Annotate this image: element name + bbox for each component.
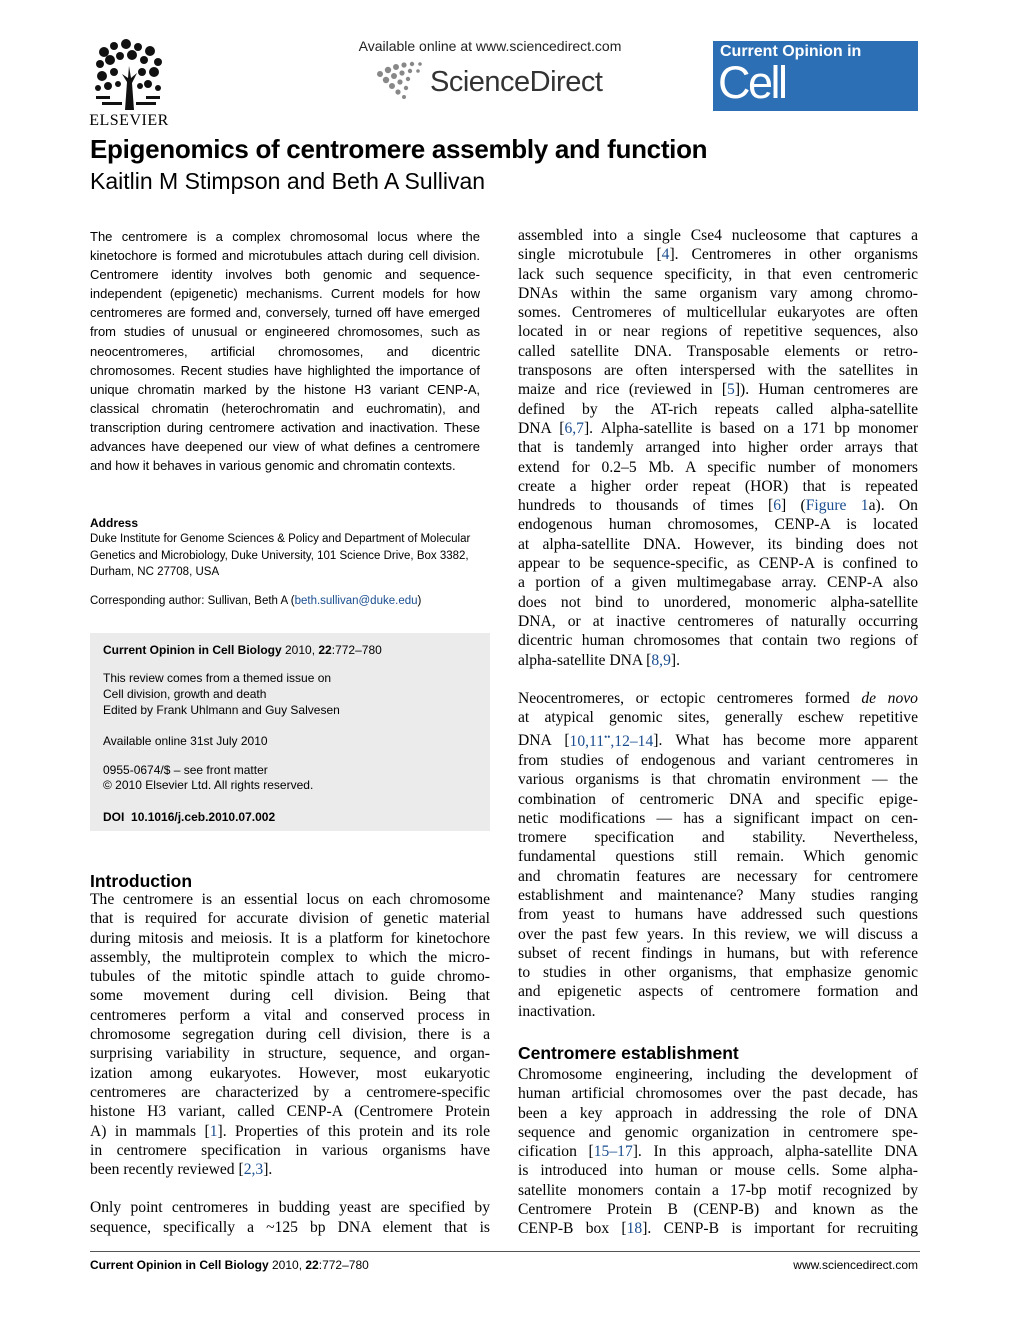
doi-label: DOI — [103, 810, 125, 824]
doi-line — [103, 810, 275, 824]
footer-year: 2010, — [268, 1258, 306, 1272]
corresponding-author — [90, 595, 490, 607]
centromere-establishment-body — [518, 1065, 918, 1239]
info-volume: 22 — [318, 643, 332, 657]
sciencedirect-wordmark: ScienceDirect — [430, 66, 603, 98]
publisher-name: ELSEVIER — [89, 112, 169, 129]
body-paragraph: assembled into a single Cse4 nucleosome that captures a single microtubule [4]. Centromeres in other organisms lack such sequence specificity, in that even centromeric DNAs within the same organism vary among chromo- somes. Centromeres of multicellular eukaryotes are often located in or near regions of repetitive sequences, also called satellite DNA. Transposable elements or retro- transposons are often interspersed with the satellites in maize and rice (reviewed in [5]). Human centromeres are defined by the AT-rich repeats called alpha-satellite DNA [6,7]. Alpha-satellite is based on a 171 bp monomer that is tandemly arranged into higher order arrays that extend for 0.2–5 Mb. A specific number of monomers create a higher order repeat (HOR) that is repeated hundreds to thousands of times [6] (Figure 1a). On endogenous human chromosomes, CENP-A is located at alpha-satellite DNA. However, its binding does not appear to be sequence-specific, as CENP-A is confined to a portion of a given multimegabase array. CENP-A also does not bind to unordered, monomeric alpha-satellite DNA, or at inactive centromeres of naturally occurring dicentric human chromosomes that contain two regions of alpha-satellite DNA [8,9]. — [518, 227, 919, 669]
footer-volume: 22 — [305, 1258, 319, 1272]
author-email-link[interactable]: beth.sullivan@duke.edu — [294, 595, 418, 607]
section-heading-centromere-establishment: Centromere establishment — [518, 1043, 739, 1063]
article-title: Epigenomics of centromere assembly and function — [90, 134, 708, 164]
address-heading: Address — [90, 516, 139, 530]
themed-issue-line2: Cell division, growth and death — [103, 687, 267, 701]
info-citation — [103, 643, 382, 657]
doi-link[interactable]: 10.1016/j.ceb.2010.07.002 — [131, 810, 276, 824]
article-info-box — [90, 633, 490, 831]
sciencedirect-dots-icon — [374, 60, 428, 100]
copyright-line: © 2010 Elsevier Ltd. All rights reserved. — [103, 778, 314, 792]
available-online-date: Available online 31st July 2010 — [103, 734, 268, 748]
body-paragraph: Chromosome engineering, including the development of human artificial chromosomes over the past decade, has been a key approach in addressing the role of DNA sequence and genomic organization in centromere spe- cification [15–17]. In this approach, alpha-satellite DNA is introduced into human or mouse cells. Some alpha- satellite monomers contain a 17-bp motif recognized by Centromere Protein B (CENP-B) and known as the CENP-B box [18]. CENP-B is important for recruiting — [518, 1066, 918, 1238]
journal-logo-line2: Cell Biology — [718, 57, 849, 160]
elsevier-tree-icon — [92, 38, 166, 110]
footer-citation — [90, 1258, 369, 1272]
section-heading-introduction: Introduction — [90, 871, 193, 891]
available-online-text: Available online at www.sciencedirect.com — [358, 38, 622, 54]
corresponding-suffix: ) — [417, 595, 422, 607]
sciencedirect-logo[interactable] — [374, 58, 634, 102]
introduction-body — [90, 890, 490, 1237]
footer-divider — [90, 1251, 920, 1252]
info-journal: Current Opinion in Cell Biology — [103, 643, 282, 657]
right-column-body-top — [518, 226, 918, 1021]
journal-logo[interactable] — [713, 41, 918, 160]
issn-line: 0955-0674/$ – see front matter — [103, 763, 268, 777]
article-authors: Kaitlin M Stimpson and Beth A Sullivan — [90, 168, 486, 194]
body-paragraph: Only point centromeres in budding yeast are specified by sequence, specifically a ~125 bp DNA element that is — [90, 1199, 490, 1236]
info-year: 2010, — [281, 643, 319, 657]
footer-pages: :772–780 — [318, 1258, 369, 1272]
address-text: Duke Institute for Genome Sciences & Policy and Department of Molecular Genetics and Microbiology, Duke University, 101 Science Drive, Box 3382, Durham, NC 27708, USA — [90, 533, 471, 578]
elsevier-logo — [88, 38, 170, 130]
themed-issue-editors: Edited by Frank Uhlmann and Guy Salvesen — [103, 703, 340, 717]
corresponding-prefix: Corresponding author: Sullivan, Beth A ( — [90, 595, 295, 607]
footer-journal: Current Opinion in Cell Biology — [90, 1258, 269, 1272]
body-paragraph: The centromere is an essential locus on each chromosome that is required for accurate division of genetic material during mitosis and meiosis. It is a platform for kinetochore assembly, the multiprotein complex to which the micro- tubules of the mitotic spindle attach to guide chromo- some movement during cell division. Being that centromeres perform a vital and conserved process in chromosome segregation during cell division, there is a surprising variability in structure, sequence, and organ- ization among eukaryotes. However, most eukaryotic centromeres are characterized by a centromere-specific histone H3 variant, called CENP-A (Centromere Protein A) in mammals [1]. Properties of this protein and its role in centromere specification in various organisms have been recently reviewed [2,3]. — [90, 891, 490, 1179]
abstract: The centromere is a complex chromosomal locus where the kinetochore is formed and microtubules attach during cell division. Centromere identity involves both genomic and sequence-independent (epigenetic) mechanisms. Current models for how centromeres are formed and, conversely, turned off have emerged from studies of unusual or engineered chromosomes, such as neocentromeres, artificial chromosomes, and dicentric chromosomes. Recent studies have highlighted the importance of unique chromatin marked by the histone H3 variant CENP-A, classical chromatin (heterochromatin and euchromatin), and transcription during centromere activation and inactivation. These advances have deepened our view of what defines a centromere and how it behaves in various genomic and chromatin contexts. — [90, 229, 480, 474]
body-paragraph: Neocentromeres, or ectopic centromeres formed de novo at atypical genomic sites, generally eschew repetitive DNA [10,11••,12–14]. What has become more apparent from studies of endogenous and variant centromeres in various organisms is that chromatin environment — the combination of centromeric DNA and specific epige- netic modifications — has a significant impact on cen- tromere specification and stability. Nevertheless, fundamental questions still remain. Which genomic and chromatin features are necessary for centromere establishment and maintenance? Many studies ranging from yeast to humans have addressed such questions over the past few years. In this review, we will discuss a subset of recent findings in humans, but with reference to studies in other organisms, that emphasize genomic and epigenetic aspects of centromere formation and inactivation. — [518, 689, 918, 1020]
themed-issue-line1: This review comes from a themed issue on — [103, 671, 332, 685]
journal-logo-line1: Current Opinion in — [720, 43, 862, 60]
info-pages: :772–780 — [331, 643, 382, 657]
footer-url-link[interactable]: www.sciencedirect.com — [793, 1258, 918, 1272]
